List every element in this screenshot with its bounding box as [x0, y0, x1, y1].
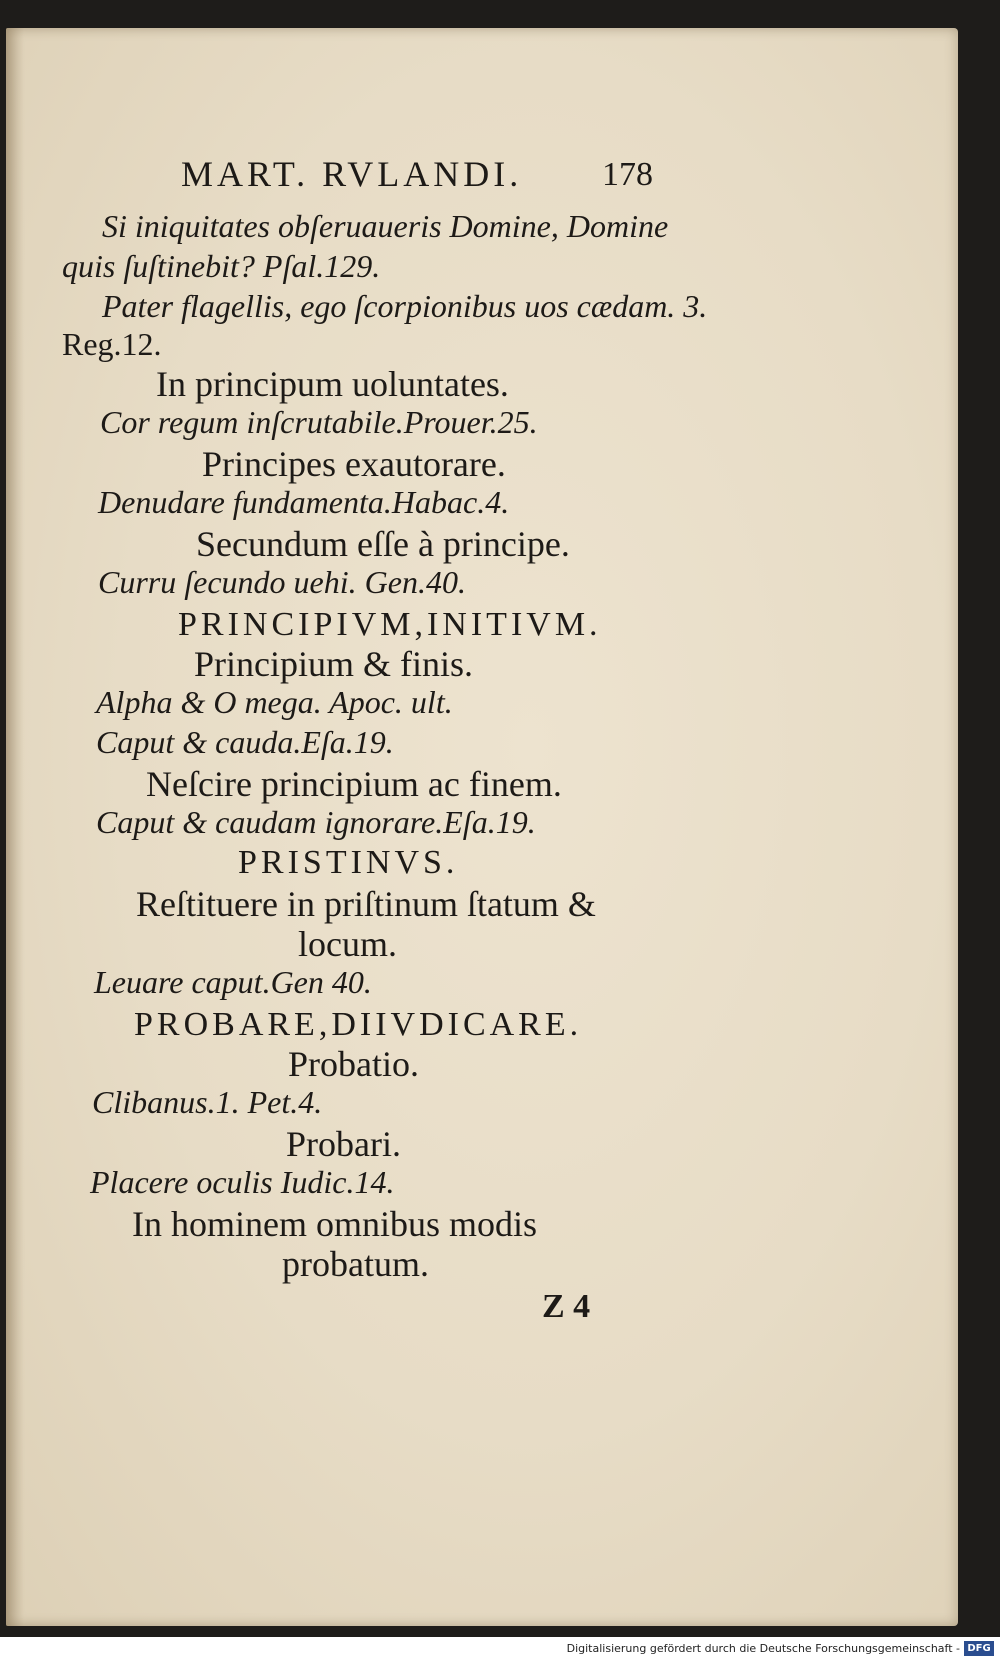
heading-line-7: Principes exautorare.: [202, 444, 506, 484]
text-line-3: Pater flagellis, ego ſcorpionibus uos cædam. 3.: [102, 288, 708, 324]
text-line-8: Denudare fundamenta.Habac.4.: [98, 484, 510, 520]
footer-bar: [0, 1637, 1000, 1661]
running-title: MART. RVLANDI.: [181, 154, 523, 194]
text-line-6: Cor regum inſcrutabile.Prouer.25.: [100, 404, 538, 440]
text-line-10: Curru ſecundo uehi. Gen.40.: [98, 564, 466, 600]
book-page: [6, 28, 958, 1626]
text-line-23: Clibanus.1. Pet.4.: [92, 1084, 323, 1120]
funding-credit: Digitalisierung gefördert durch die Deutsche Forschungsgemeinschaft -: [566, 1642, 960, 1655]
text-line-14: Caput & cauda.Eſa.19.: [96, 724, 394, 760]
dfg-logo-icon: DFG: [964, 1641, 994, 1656]
text-line-16: Caput & caudam ignorare.Eſa.19.: [96, 804, 536, 840]
heading-line-24: Probari.: [286, 1124, 401, 1164]
heading-line-19: locum.: [298, 924, 397, 964]
heading-line-27: probatum.: [282, 1244, 429, 1284]
section-heading-principium: PRINCIPIVM,INITIVM.: [178, 606, 602, 643]
text-line-4: Reg.12.: [62, 326, 162, 362]
heading-line-12: Principium & finis.: [194, 644, 473, 684]
heading-line-22: Probatio.: [288, 1044, 419, 1084]
text-line-1: Si iniquitates obſeruaueris Domine, Domine: [102, 208, 669, 244]
section-heading-probare: PROBARE,DIIVDICARE.: [134, 1006, 583, 1043]
heading-line-5: In principum uoluntates.: [156, 364, 509, 404]
text-line-20: Leuare caput.Gen 40.: [94, 964, 372, 1000]
text-line-2: quis ſuſtinebit? Pſal.129.: [62, 248, 381, 284]
heading-line-26: In hominem omnibus modis: [132, 1204, 537, 1244]
section-heading-pristinus: PRISTINVS.: [238, 844, 459, 881]
heading-line-15: Neſcire principium ac finem.: [146, 764, 562, 804]
text-line-25: Placere oculis Iudic.14.: [90, 1164, 395, 1200]
page-number: 178: [602, 156, 653, 193]
text-line-13: Alpha & O mega. Apoc. ult.: [96, 684, 453, 720]
heading-line-18: Reſtituere in priſtinum ſtatum &: [136, 884, 596, 924]
heading-line-9: Secundum eſſe à principe.: [196, 524, 570, 564]
signature-mark: Z 4: [542, 1288, 591, 1325]
